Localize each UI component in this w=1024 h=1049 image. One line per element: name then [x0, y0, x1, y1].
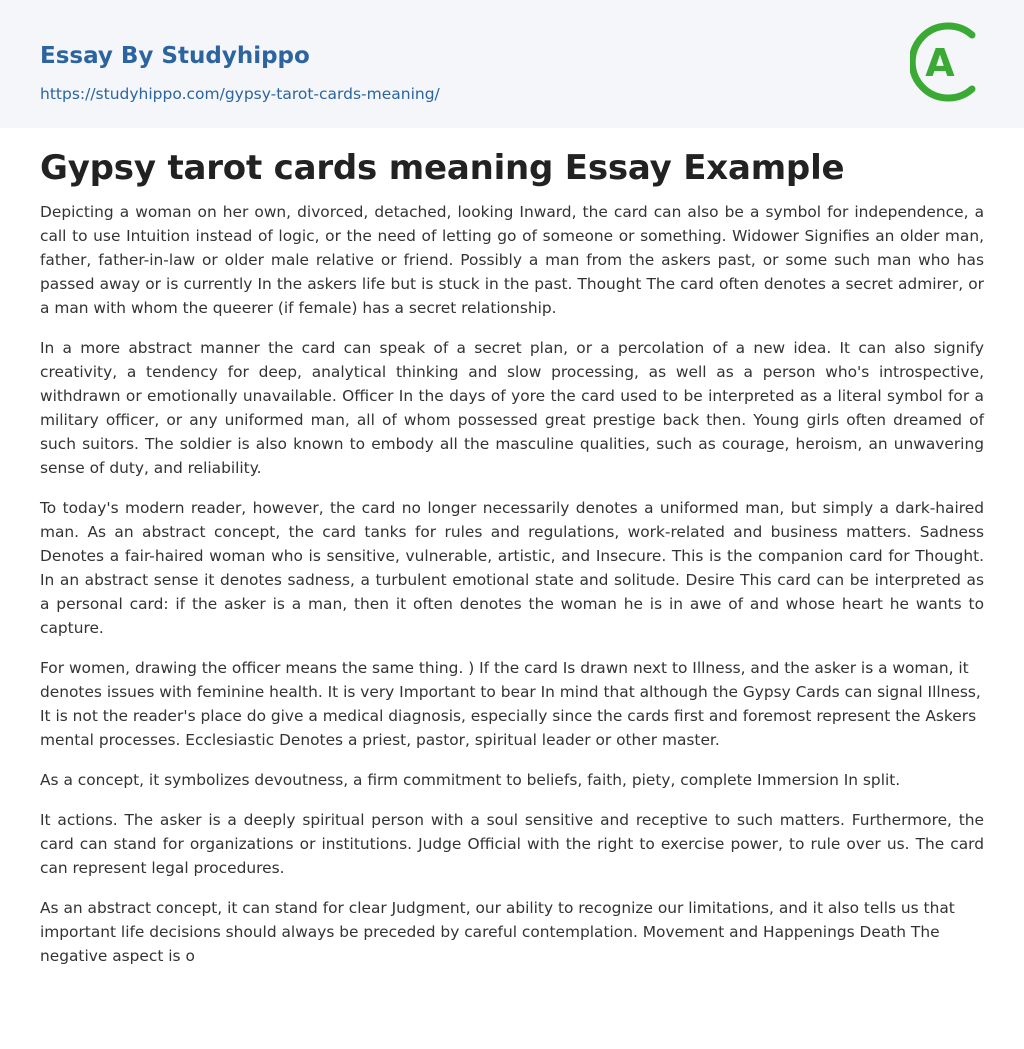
article-body: [40, 200, 984, 968]
page-url-link[interactable]: https://studyhippo.com/gypsy-tarot-cards-meaning/: [40, 85, 440, 103]
article-title: Gypsy tarot cards meaning Essay Example: [40, 148, 845, 188]
article-paragraph: As an abstract concept, it can stand for clear Judgment, our ability to recognize our limitations, and it also tells us that important life decisions should always be preceded by careful contemplation. Movement and Happenings Death The negative aspect is o: [40, 899, 955, 965]
site-header: [0, 0, 1024, 128]
article-paragraph: In a more abstract manner the card can speak of a secret plan, or a percolation of a new idea. It can also signify creativity, a tendency for deep, analytical thinking and slow processing, as well as a person who's introspective, withdrawn or emotionally unavailable. Officer In the days of yore the card used to be interpreted as a literal symbol for a military officer, or any uniformed man, all of whom possessed great prestige back then. Young girls often dreamed of such suitors. The soldier is also known to embody all the masculine qualities, such as courage, heroism, an unwavering sense of duty, and reliability.: [40, 339, 984, 477]
article: [40, 146, 984, 984]
article-paragraph: To today's modern reader, however, the card no longer necessarily denotes a uniformed man, but simply a dark-haired man. As an abstract concept, the card tanks for rules and regulations, work-related and business matters. Sadness Denotes a fair-haired woman who is sensitive, vulnerable, artistic, and Insecure. This is the companion card for Thought. In an abstract sense it denotes sadness, a turbulent emotional state and solitude. Desire This card can be interpreted as a personal card: if the asker is a man, then it often denotes the woman he is in awe of and whose heart he wants to capture.: [40, 499, 984, 637]
site-brand[interactable]: Essay By Studyhippo: [40, 43, 310, 69]
article-paragraph: For women, drawing the officer means the same thing. ) If the card Is drawn next to Illness, and the asker is a woman, it denotes issues with feminine health. It is very Important to bear In mind that although the Gypsy Cards can signal Illness, It is not the reader's place do give a medical diagnosis, especially since the cards first and foremost represent the Askers mental processes. Ecclesiastic Denotes a priest, pastor, spiritual leader or other master.: [40, 659, 981, 749]
logo-letter: A: [925, 41, 955, 85]
article-paragraph: As a concept, it symbolizes devoutness, a firm commitment to beliefs, faith, piety, complete Immersion In split.: [40, 771, 901, 789]
article-paragraph: Depicting a woman on her own, divorced, detached, looking Inward, the card can also be a symbol for independence, a call to use Intuition instead of logic, or the need of letting go of someone or something. Widower Signifies an older man, father, father-in-law or older male relative or friend. Possibly a man from the askers past, or some such man who has passed away or is currently In the askers life but is stuck in the past. Thought The card often denotes a secret admirer, or a man with whom the queerer (if female) has a secret relationship.: [40, 203, 984, 317]
article-paragraph: It actions. The asker is a deeply spiritual person with a soul sensitive and receptive to such matters. Furthermore, the card can stand for organizations or institutions. Judge Official with the right to exercise power, to rule over us. The card can represent legal procedures.: [40, 811, 984, 877]
studyhippo-logo-icon[interactable]: [910, 17, 988, 107]
